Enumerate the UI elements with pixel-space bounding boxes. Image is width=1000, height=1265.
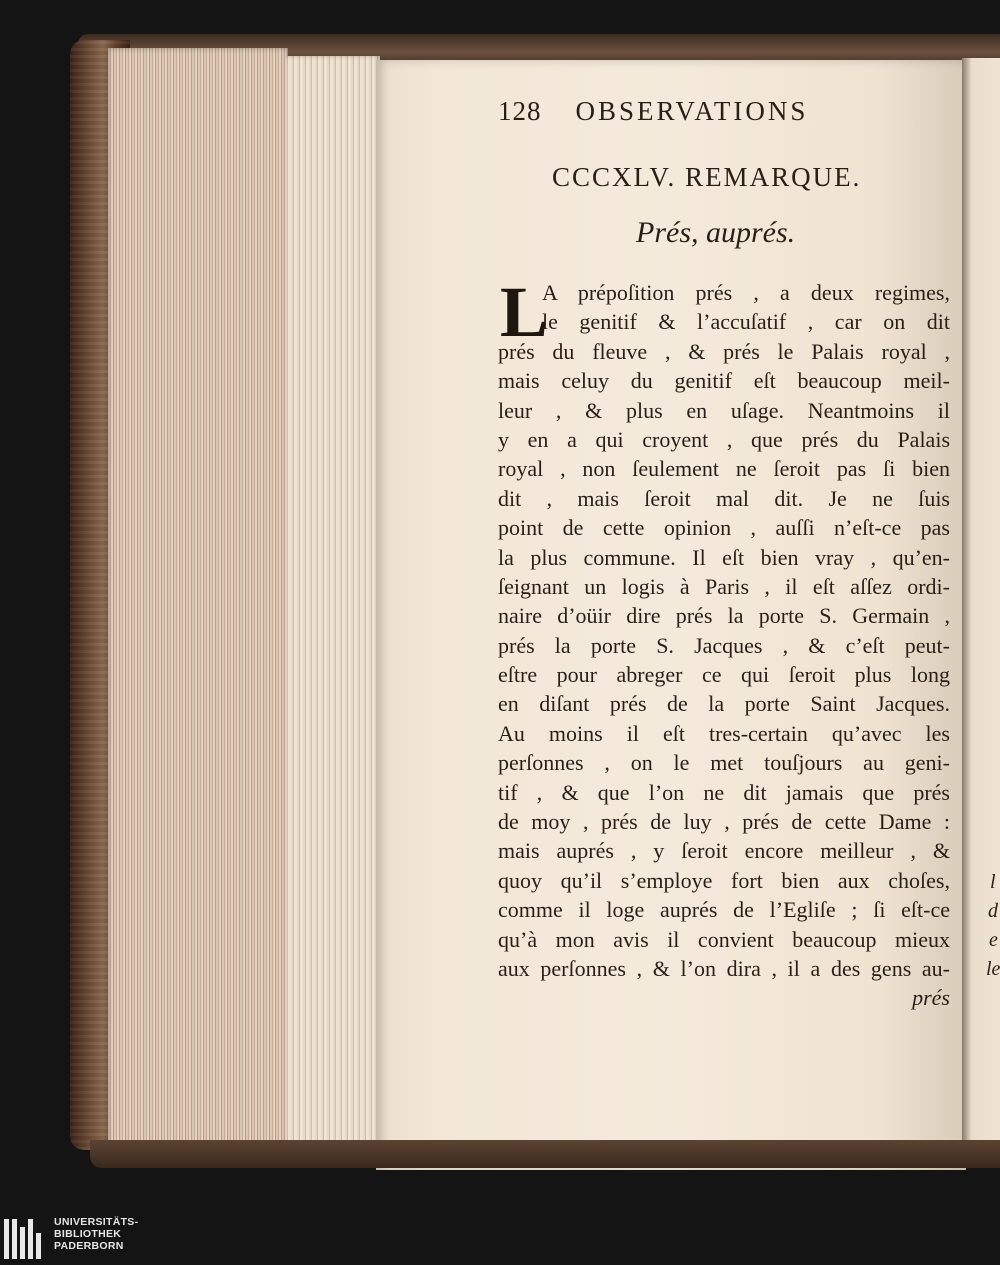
running-head (498, 96, 898, 127)
library-logo-text (54, 1216, 138, 1252)
text-line: qu’à mon avis il convient beaucoup mieux (498, 926, 950, 952)
book-cover-bottom (90, 1140, 1000, 1168)
text-line: la plus commune. Il eſt bien vray , qu’en- (498, 544, 950, 570)
facing-fragment-4: le (986, 958, 1000, 980)
text-line: point de cette opinion , auſſi n’eſt-ce pas (498, 515, 950, 541)
facing-page-edge (962, 58, 1000, 1150)
text-line: eſtre pour abreger ce qui ſeroit plus long (498, 662, 950, 688)
text-line: perſonnes , on le met touſjours au geni- (498, 750, 950, 776)
text-line: comme il loge auprés de l’Egliſe ; ſi eſt-ce (498, 897, 950, 923)
page-block-edge (108, 48, 288, 1148)
text-line: royal , non ſeulement ne ſeroit pas ſi bien (498, 456, 950, 482)
library-logo-icon (4, 1219, 44, 1259)
text-line: naire d’oüir dire prés la porte S. Germain , (498, 603, 950, 629)
running-title: OBSERVATIONS (575, 96, 809, 126)
footer-bar (0, 1215, 1000, 1265)
body-text (498, 272, 950, 1013)
remark-subhead: Prés, auprés. (636, 216, 796, 249)
text-line: mais celuy du genitif eſt beaucoup meil- (498, 368, 950, 394)
facing-fragment-3: e (989, 929, 998, 951)
text-line: ſeignant un logis à Paris , il eſt aſſez ordi- (498, 573, 950, 599)
page-number: 128 (498, 96, 542, 126)
text-line: prés la porte S. Jacques , & c’eſt peut- (498, 632, 950, 658)
drop-cap: L (500, 272, 549, 352)
text-line: mais auprés , y ſeroit encore meilleur , & (498, 838, 950, 864)
text-line: A prépoſition prés , a deux regimes, (542, 280, 950, 305)
page-block-inner-edge (285, 56, 380, 1166)
text-line: de moy , prés de luy , prés de cette Dame : (498, 809, 950, 835)
text-line: dit , mais ſeroit mal dit. Je ne ſuis (498, 485, 950, 511)
facing-fragment-1: l (990, 871, 996, 893)
text-line: aux perſonnes , & l’on dira , il a des gens au- (498, 955, 950, 981)
logo-line-3: PADERBORN (54, 1240, 124, 1252)
text-line: leur , & plus en uſage. Neantmoins il (498, 397, 950, 423)
logo-line-1: UNIVERSITÄTS- (54, 1216, 139, 1228)
facing-fragment-2: d (988, 900, 998, 922)
text-line: en diſant prés de la porte Saint Jacques. (498, 691, 950, 717)
text-line: y en a qui croyent , que prés du Palais (498, 426, 950, 452)
text-line: Au moins il eſt tres-certain qu’avec les (498, 720, 950, 746)
logo-line-2: BIBLIOTHEK (54, 1228, 122, 1240)
catchword: prés (912, 985, 950, 1011)
text-line: tif , & que l’on ne dit jamais que prés (498, 779, 950, 805)
remark-title: CCCXLV. REMARQUE. (552, 162, 862, 192)
text-line: prés du fleuve , & prés le Palais royal , (498, 338, 950, 364)
text-line: quoy qu’il s’employe fort bien aux choſes, (498, 867, 950, 893)
text-line: le genitif & l’accuſatif , car on dit (542, 309, 950, 335)
